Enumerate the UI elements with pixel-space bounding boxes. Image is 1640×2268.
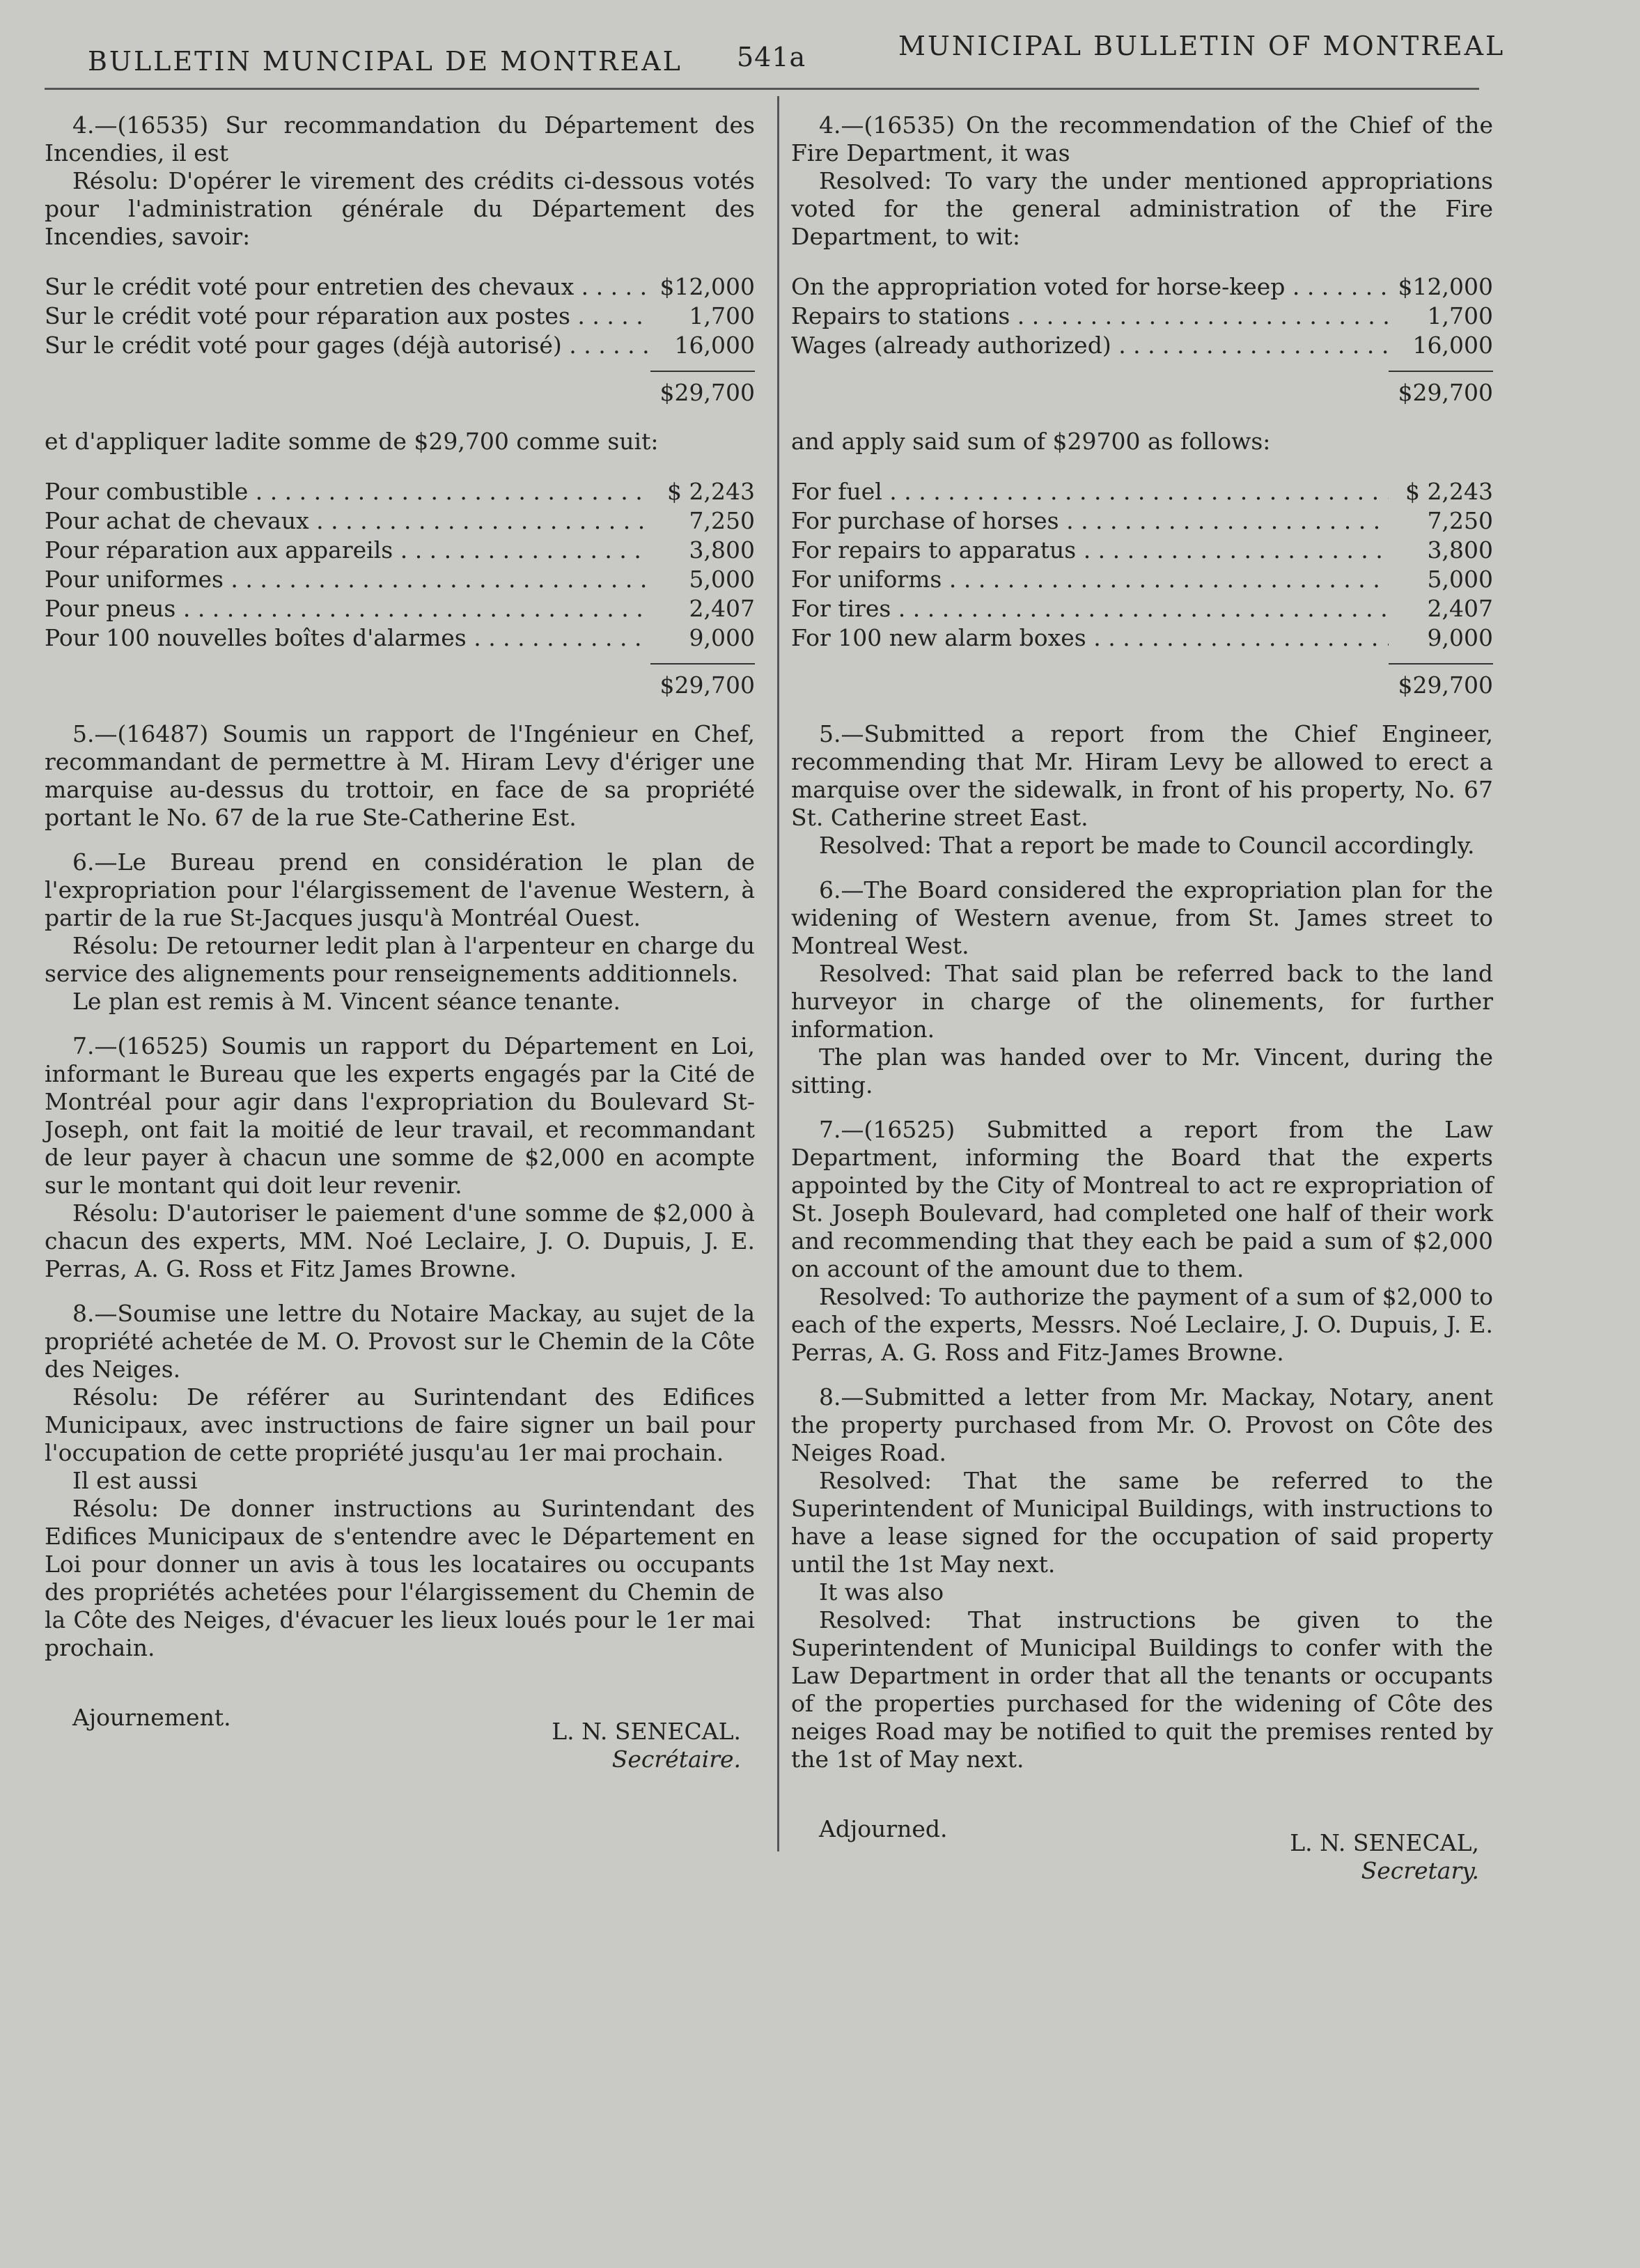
en-credits-total: $29,700 — [1398, 379, 1493, 406]
fr-item5: 5.—(16487) Soumis un rapport de l'Ingénieur en Chef, recommandant de permettre à M. Hiram Levy d'ériger une marquise au-dessus du trottoir, en face de sa propriété portant le No. 67 de la rue Ste-Catherine Est. — [45, 720, 755, 831]
column-divider — [777, 96, 779, 1851]
header-rule — [45, 88, 1479, 90]
en-item6-intro: 6.—The Board considered the expropriation plan for the widening of Western avenue, from St. James street to Montreal West. — [791, 876, 1493, 959]
en-item4-intro: 4.—(16535) On the recommendation of the Chief of the Fire Department, it was — [791, 111, 1493, 166]
fr-apply-text: et d'appliquer ladite somme de $29,700 comme suit: — [45, 428, 659, 455]
header-english-title: MUNICIPAL BULLETIN OF MONTREAL — [898, 31, 1506, 61]
fr-uses-total: $29,700 — [659, 671, 755, 699]
en-signature-block — [791, 1815, 1493, 1927]
en-item8-resolved1: Resolved: That the same be referred to the Superintendent of Municipal Buildings, with instructions to have a lease signed for the occupation of said property until the 1st May next. — [791, 1467, 1493, 1578]
row-label: Repairs to stations . . . — [791, 302, 1389, 330]
row-amount: 5,000 — [1427, 566, 1493, 593]
table-row — [791, 302, 1493, 332]
fr-item7-resolu: Résolu: D'autoriser le paiement d'une somme de $2,000 à chacun des experts, MM. Noé Leclaire, J. O. Dupuis, J. E. Perras, A. G. Ross et Fitz James Browne. — [45, 1199, 755, 1282]
sum-rule — [650, 371, 755, 372]
sum-rule — [650, 663, 755, 665]
row-label: Pour uniformes . . . — [45, 566, 650, 593]
row-amount: 3,800 — [1427, 536, 1493, 564]
row-label: Pour achat de chevaux . . . — [45, 507, 650, 535]
en-uses-table — [791, 478, 1493, 699]
en-item7-intro: 7.—(16525) Submitted a report from the Law Department, informing the Board that the experts appointed by the City of Montreal to act re expropriation of St. Joseph Boulevard, had completed one half of their work and recommending that they each be paid a sum of $2,000 on account of the amount due to them. — [791, 1116, 1493, 1282]
table-row — [791, 624, 1493, 653]
table-row — [45, 566, 755, 595]
row-label: Sur le crédit voté pour réparation aux postes . . . — [45, 302, 650, 330]
en-signer-name: L. N. SENECAL, — [1290, 1829, 1479, 1856]
fr-signer-name: L. N. SENECAL. — [552, 1718, 741, 1745]
row-label: Pour réparation aux appareils . . . — [45, 536, 650, 564]
table-row — [45, 332, 755, 361]
french-column — [45, 111, 755, 1815]
fr-item4-intro: 4.—(16535) Sur recommandation du Département des Incendies, il est — [45, 111, 755, 166]
row-amount: 2,407 — [689, 595, 755, 622]
row-amount: $ 2,243 — [667, 478, 755, 505]
row-label: For purchase of horses . . . — [791, 507, 1389, 535]
row-label: For tires . . . — [791, 595, 1389, 623]
fr-signer — [552, 1718, 741, 1773]
fr-item7-intro: 7.—(16525) Soumis un rapport du Département en Loi, informant le Bureau que les experts engagés par la Cité de Montréal pour agir dans l'expropriation du Boulevard St-Joseph, ont fait la moitié de leur travail, et recommandant de leur payer à chacun une somme de $2,000 en acompte sur le montant qui doit leur revenir. — [45, 1032, 755, 1199]
row-label: Pour 100 nouvelles boîtes d'alarmes . . . — [45, 624, 650, 652]
table-row — [45, 595, 755, 624]
row-amount: 16,000 — [1412, 332, 1493, 359]
fr-credits-total: $29,700 — [659, 379, 755, 406]
table-row — [791, 566, 1493, 595]
row-label: Sur le crédit voté pour entretien des chevaux . . . — [45, 273, 650, 301]
table-row — [45, 478, 755, 507]
row-label: For fuel . . . — [791, 478, 1389, 506]
table-row — [791, 273, 1493, 302]
english-column — [791, 111, 1493, 1927]
row-label: Pour combustible . . . — [45, 478, 650, 506]
row-label: Pour pneus . . . — [45, 595, 650, 623]
fr-item8-also: Il est aussi — [72, 1467, 198, 1494]
en-item4-resolved: Resolved: To vary the under mentioned appropriations voted for the general administration of the Fire Department, to wit: — [791, 167, 1493, 250]
row-label: Sur le crédit voté pour gages (déjà autorisé) . . . — [45, 332, 650, 359]
en-item7-resolved: Resolved: To authorize the payment of a sum of $2,000 to each of the experts, Messrs. Noé Leclaire, J. O. Dupuis, J. E. Perras, A. G. Ross and Fitz-James Browne. — [791, 1283, 1493, 1366]
row-label: For repairs to apparatus . . . — [791, 536, 1389, 564]
page-number: 541a — [737, 42, 806, 72]
row-amount: 1,700 — [689, 302, 755, 329]
row-amount: 9,000 — [689, 624, 755, 651]
row-label: Wages (already authorized) . . . — [791, 332, 1389, 359]
fr-item6-note: Le plan est remis à M. Vincent séance tenante. — [72, 988, 620, 1015]
en-adjourn: Adjourned. — [819, 1815, 948, 1842]
row-amount: 16,000 — [674, 332, 755, 359]
en-item6-resolved: Resolved: That said plan be referred back to the land hurveyor in charge of the olinements, for further information. — [791, 960, 1493, 1043]
row-amount: $12,000 — [659, 273, 755, 300]
fr-item4-resolu: Résolu: D'opérer le virement des crédits ci-dessous votés pour l'administration générale du Département des Incendies, savoir: — [45, 167, 755, 250]
row-amount: 5,000 — [689, 566, 755, 593]
fr-item8-resolu1: Résolu: De référer au Surintendant des Edifices Municipaux, avec instructions de faire signer un bail pour l'occupation de cette propriété jusqu'au 1er mai prochain. — [45, 1383, 755, 1466]
row-amount: $ 2,243 — [1405, 478, 1493, 505]
en-credits-table — [791, 273, 1493, 407]
en-item8-intro: 8.—Submitted a letter from Mr. Mackay, Notary, anent the property purchased from Mr. O. Provost on Côte des Neiges Road. — [791, 1383, 1493, 1466]
row-amount: 1,700 — [1427, 302, 1493, 329]
row-label: For 100 new alarm boxes . . . — [791, 624, 1389, 652]
en-signer — [1290, 1829, 1479, 1885]
table-row — [791, 507, 1493, 536]
row-amount: $12,000 — [1398, 273, 1493, 300]
fr-uses-table — [45, 478, 755, 699]
row-amount: 7,250 — [689, 507, 755, 534]
en-item8-also: It was also — [819, 1578, 944, 1606]
fr-item6-resolu: Résolu: De retourner ledit plan à l'arpenteur en charge du service des alignements pour renseignements additionnels. — [45, 932, 755, 987]
fr-signature-block — [45, 1704, 755, 1815]
table-row — [791, 536, 1493, 566]
row-amount: 3,800 — [689, 536, 755, 564]
en-uses-total: $29,700 — [1398, 671, 1493, 699]
table-row — [45, 536, 755, 566]
table-row — [791, 332, 1493, 361]
row-amount: 9,000 — [1427, 624, 1493, 651]
fr-adjourn: Ajournement. — [72, 1704, 231, 1731]
sum-rule — [1389, 663, 1493, 665]
fr-signer-title: Secrétaire. — [611, 1746, 741, 1773]
en-item5-resolved: Resolved: That a report be made to Council accordingly. — [819, 832, 1475, 859]
en-signer-title: Secretary. — [1361, 1857, 1479, 1884]
row-amount: 2,407 — [1427, 595, 1493, 622]
en-apply-text: and apply said sum of $29700 as follows: — [791, 428, 1271, 455]
header-french-title: BULLETIN MUNCIPAL DE MONTREAL — [88, 46, 682, 77]
fr-item6-intro: 6.—Le Bureau prend en considération le plan de l'expropriation pour l'élargissement de l'avenue Western, à partir de la rue St-Jacques jusqu'à Montréal Ouest. — [45, 848, 755, 931]
sum-rule — [1389, 371, 1493, 372]
en-item6-note: The plan was handed over to Mr. Vincent, during the sitting. — [791, 1043, 1493, 1098]
table-row — [45, 624, 755, 653]
row-label: On the appropriation voted for horse-keep . . . — [791, 273, 1389, 301]
row-label: For uniforms . . . — [791, 566, 1389, 593]
table-row — [45, 507, 755, 536]
fr-item8-resolu2: Résolu: De donner instructions au Surintendant des Edifices Municipaux de s'entendre avec le Département en Loi pour donner un avis à tous les locataires ou occupants des propriétés achetées pour l'élargissement du Chemin de la Côte des Neiges, d'évacuer les lieux loués pour le 1er mai prochain. — [45, 1495, 755, 1661]
table-row — [45, 273, 755, 302]
fr-item8-intro: 8.—Soumise une lettre du Notaire Mackay, au sujet de la propriété achetée de M. O. Provost sur le Chemin de la Côte des Neiges. — [45, 1300, 755, 1383]
en-item8-resolved2: Resolved: That instructions be given to the Superintendent of Municipal Buildings to confer with the Law Department in order that all the tenants or occupants of the properties purchased for the widening of Côte des neiges Road may be notified to quit the premises rented by the 1st of May next. — [791, 1606, 1493, 1773]
table-row — [791, 478, 1493, 507]
fr-credits-table — [45, 273, 755, 407]
table-row — [791, 595, 1493, 624]
row-amount: 7,250 — [1427, 507, 1493, 534]
table-row — [45, 302, 755, 332]
en-item5-intro: 5.—Submitted a report from the Chief Engineer, recommending that Mr. Hiram Levy be allowed to erect a marquise over the sidewalk, in front of his property, No. 67 St. Catherine street East. — [791, 720, 1493, 831]
